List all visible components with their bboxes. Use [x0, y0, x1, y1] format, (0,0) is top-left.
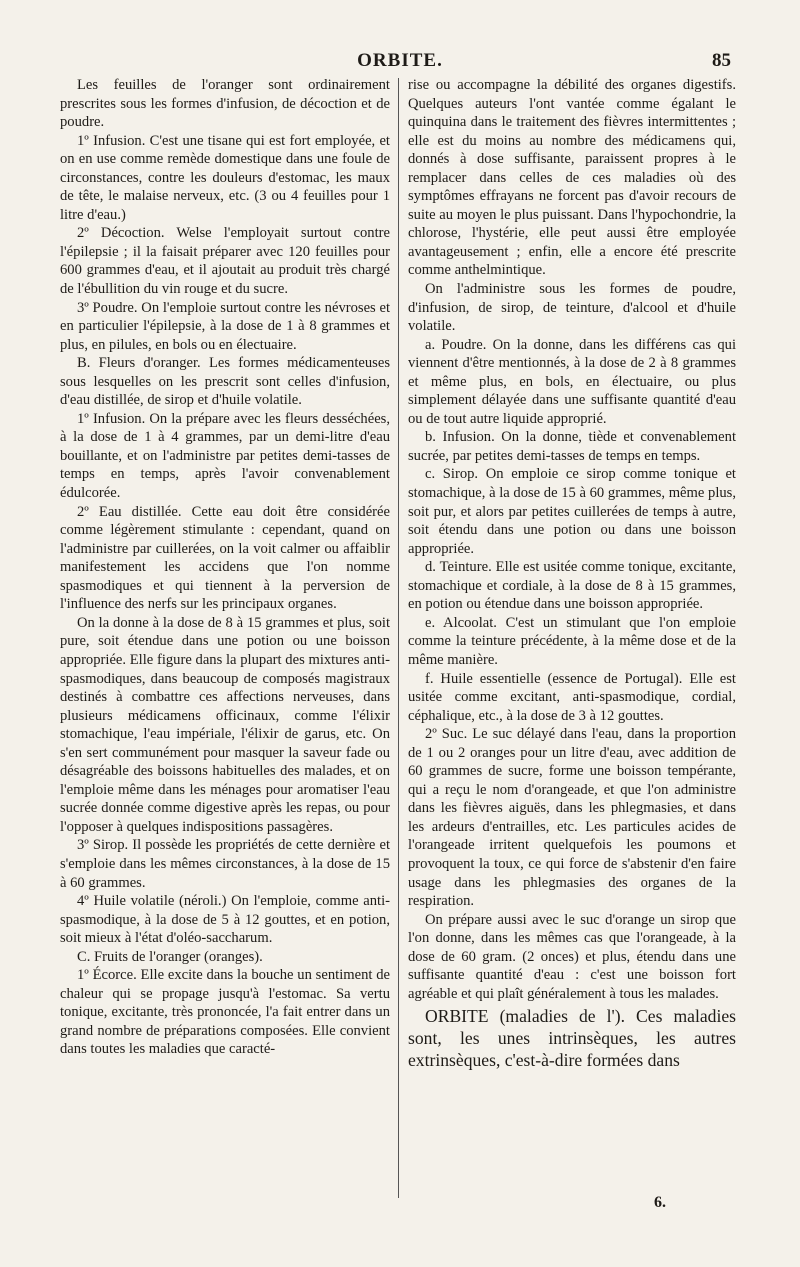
paragraph: On prépare aussi avec le suc d'orange un sirop que l'on donne, dans les mêmes cas que l'orangeade, à la dose de 60 gram. (2 onces) et plus, étendu dans une suffisante quantité d'eau : c'est une boisson fort agréable et qui plaît généralement à tous les malades. — [408, 911, 736, 1002]
dictionary-entry: ORBITE (maladies de l'). Ces maladies sont, les unes intrinsèques, les autres extrinsèques, c'est-à-dire formées dans — [408, 1006, 736, 1071]
paragraph: Les feuilles de l'oranger sont ordinairement prescrites sous les formes d'infusion, de décoction et de poudre. — [60, 77, 390, 131]
paragraph: c. Sirop. On emploie ce sirop comme tonique et stomachique, à la dose de 15 à 60 grammes, même plus, soit pur, et alors par petites cuillerées de temps à autre, soit étendu dans une potion ou dans une boisson appropriée. — [408, 466, 736, 557]
left-column — [60, 76, 390, 1059]
paragraph: e. Alcoolat. C'est un stimulant que l'on emploie comme la teinture précédente, à la même dose et de la même manière. — [408, 614, 736, 668]
signature-mark: 6. — [654, 1194, 666, 1211]
paragraph: 3º Sirop. Il possède les propriétés de cette dernière et s'emploie dans les mêmes circonstances, à la dose de 15 à 60 grammes. — [60, 837, 390, 891]
paragraph: b. Infusion. On la donne, tiède et convenablement sucrée, par petites demi-tasses de temps en temps. — [408, 429, 736, 464]
paragraph: 1º Infusion. C'est une tisane qui est fort employée, et on en use comme remède domestique dans une foule de circonstances, contre les douleurs d'estomac, les maux de tête, le malaise nerveux, etc. (3 ou 4 feuilles pour 1 litre d'eau.) — [60, 132, 390, 223]
paragraph: On l'administre sous les formes de poudre, d'infusion, de sirop, de teinture, d'alcool et d'huile volatile. — [408, 281, 736, 335]
paragraph: 3º Poudre. On l'emploie surtout contre les névroses et en particulier l'épilepsie, à la dose de 1 à 8 grammes et plus, en pilules, en bols ou en électuaire. — [60, 299, 390, 353]
column-divider — [398, 78, 399, 1198]
paragraph: 1º Infusion. On la prépare avec les fleurs desséchées, à la dose de 1 à 4 grammes, par un demi-litre d'eau bouillante, et on l'administre par petites demi-tasses de temps en temps, après l'avoir convenablement édulcorée. — [60, 410, 390, 502]
paragraph: 2º Décoction. Welse l'employait surtout contre l'épilepsie ; il la faisait préparer avec 120 feuilles pour 600 grammes d'eau, et il ajoutait au produit très chargé de l'ébullition du vin rouge et du sucre. — [60, 225, 390, 298]
page-number: 85 — [712, 50, 731, 71]
paragraph: 4º Huile volatile (néroli.) On l'emploie, comme anti-spasmodique, à la dose de 5 à 12 gouttes, et en potion, soit mieux à l'état d'oléo-saccharum. — [60, 893, 390, 947]
paragraph: 1º Écorce. Elle excite dans la bouche un sentiment de chaleur qui se propage jusqu'à l'estomac. Sa vertu tonique, excitante, très prononcée, l'a fait entrer dans un grand nombre de préparations composées. Elle convient dans toutes les maladies que caracté- — [60, 967, 390, 1058]
paragraph: 2º Suc. Le suc délayé dans l'eau, dans la proportion de 1 ou 2 oranges pour un litre d'eau, avec addition de 60 grammes de sucre, forme une boisson tempérante, qui a reçu le nom d'orangeade, et que l'on administre dans les fièvres aiguës, dans les phlegmasies, et dans les ardeurs d'entrailles, etc. Les particules acides de l'orangeade irritent quelquefois les poumons et provoquent la toux, ce qui force de s'abstenir d'en faire usage dans les phlegmasies des organes de la respiration. — [408, 726, 736, 910]
paragraph: 2º Eau distillée. Cette eau doit être considérée comme légèrement stimulante : cependant, quand on l'administre par cuillerées, on la voit calmer ou affaiblir manifestement les accidens que l'on nomme spasmodiques et qui tiennent à la perversion de l'influence des nerfs sur les principaux organes. — [60, 503, 390, 613]
paragraph: On la donne à la dose de 8 à 15 grammes et plus, soit pure, soit étendue dans une potion ou une boisson appropriée. Elle figure dans la plupart des mixtures anti-spasmodiques, dans beaucoup de composés magistraux destinés à combattre ces affections nerveuses, dans plusieurs médicamens officinaux, comme l'élixir stomachique, l'eau impériale, l'élixir de garus, etc. On s'en sert communément pour masquer la saveur fade ou désagréable des boissons habituelles des malades, et on l'emploie même dans les ménages pour aromatiser l'eau sucrée donnée comme digestive après les repas, ou pour l'opposer à quelques indispositions passagères. — [60, 614, 390, 835]
running-title: ORBITE. — [357, 50, 443, 71]
paragraph: f. Huile essentielle (essence de Portugal). Elle est usitée comme excitant, anti-spasmodique, cordial, céphalique, etc., à la dose de 3 à 12 gouttes. — [408, 670, 736, 724]
paragraph: B. Fleurs d'oranger. Les formes médicamenteuses sous lesquelles on les prescrit sont celles d'infusion, d'eau distillée, de sirop et d'huile volatile. — [60, 355, 390, 409]
right-column — [408, 76, 736, 1071]
paragraph-continuation: rise ou accompagne la débilité des organes digestifs. Quelques auteurs l'ont vantée comme égalant le quinquina dans le traitement des fièvres intermittentes ; elle est du moins au nombre des médicamens qui, donnés à dose suffisante, paraissent propres à le remplacer dans celles de ces maladies où des symptômes effrayans ne forcent pas d'avoir recours de suite au moyen le plus puissant. Dans l'hypochondrie, la chlorose, l'hystérie, elle peut aussi être employée avantageusement ; enfin, elle a encore été prescrite comme anthelmintique. — [408, 77, 736, 279]
section-heading: C. Fruits de l'oranger (oranges). — [77, 948, 263, 965]
paragraph: d. Teinture. Elle est usitée comme tonique, excitante, stomachique et cordiale, à la dose de 8 à 15 grammes, en potion ou étendue dans une boisson appropriée. — [408, 559, 736, 613]
paragraph: a. Poudre. On la donne, dans les différens cas qui viennent d'être mentionnés, à la dose de 2 à 8 grammes et même plus, en bols, en électuaire, ou plus simplement délayée dans une suffisante quantité d'eau ou de tout autre liquide approprié. — [408, 336, 736, 427]
